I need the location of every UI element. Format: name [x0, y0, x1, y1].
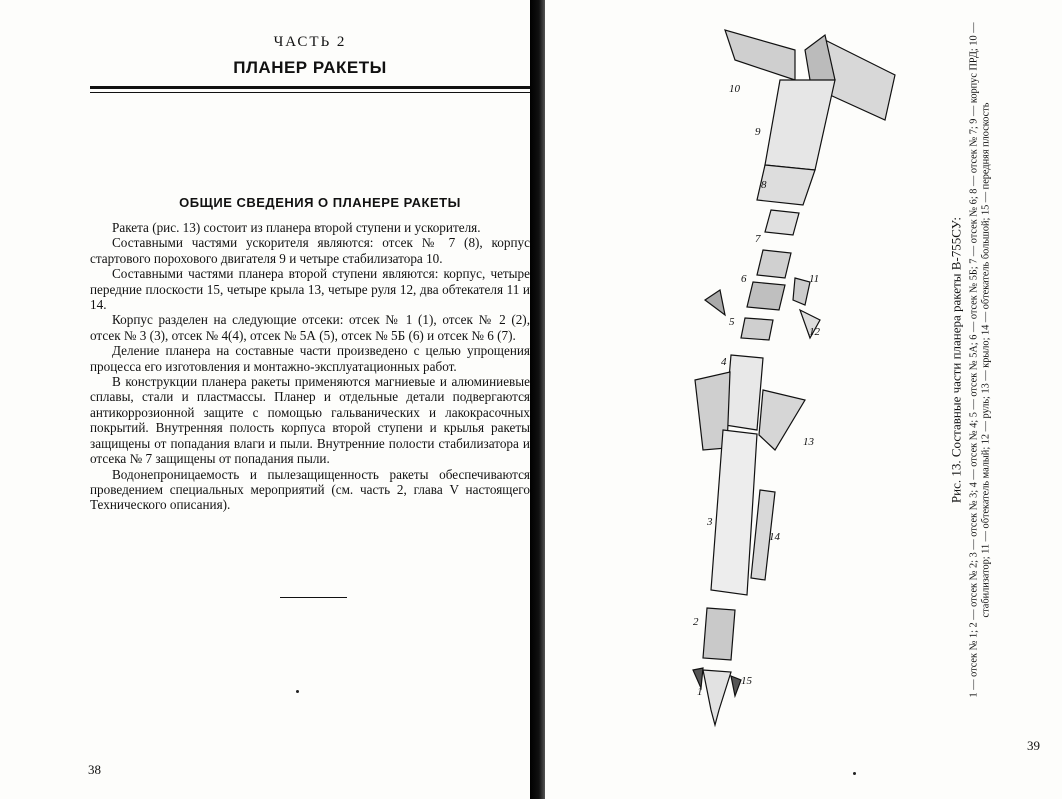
label-10: 10: [729, 83, 740, 95]
label-7: 7: [755, 233, 761, 245]
compartment-5: [741, 318, 773, 340]
front-plane-small: [693, 668, 703, 688]
right-page: [545, 0, 1062, 799]
label-2: 2: [693, 616, 699, 628]
compartment-1: [703, 670, 731, 725]
paragraph-7: Водонепроницаемость и пылезащищенность ракеты обеспечиваются проведением специальных мероприятий (см. часть 2, глава V настоящего Технического описания).: [90, 466, 530, 513]
compartment-4: [725, 355, 763, 430]
header-rule-thin: [90, 92, 530, 93]
caption-title: Рис. 13. Составные части планера ракеты В-755СУ:: [948, 216, 964, 504]
label-12: 12: [809, 326, 820, 338]
compartment-7: [757, 250, 791, 278]
compartment-2: [703, 608, 735, 660]
paragraph-2: Составными частями ускорителя являются: отсек № 7 (8), корпус стартового порохового двигателя 9 и четыре стабилизатора 10.: [90, 235, 530, 266]
body-text: [90, 220, 530, 513]
label-9: 9: [755, 126, 761, 138]
label-5: 5: [729, 316, 735, 328]
label-6: 6: [741, 273, 747, 285]
label-13: 13: [803, 436, 814, 448]
end-rule: [280, 597, 347, 598]
paragraph-1: Ракета (рис. 13) состоит из планера второй ступени и ускорителя.: [112, 220, 481, 235]
paragraph-5: Деление планера на составные части произведено с целью упрощения процесса его изготовления и монтажно-эксплуатационных работ.: [90, 343, 530, 374]
compartment-8: [765, 210, 799, 235]
speck: [853, 772, 856, 775]
compartment-6: [747, 282, 785, 310]
label-4: 4: [721, 356, 727, 368]
label-1: 1: [697, 686, 703, 698]
label-3: 3: [707, 516, 713, 528]
paragraph-3: Составными частями планера второй ступени являются: корпус, четыре передние плоскости 15, четыре крыла 13, четыре руля 12, два обтекателя 11 и 14.: [90, 266, 530, 313]
book-spine: [530, 0, 545, 799]
section-heading: ОБЩИЕ СВЕДЕНИЯ О ПЛАНЕРЕ РАКЕТЫ: [179, 195, 461, 210]
part-subtitle: ПЛАНЕР РАКЕТЫ: [233, 58, 387, 77]
left-page: [0, 0, 530, 799]
booster-body: [765, 80, 835, 170]
header-rule-thick: [90, 86, 530, 89]
fairing-small: [793, 278, 810, 305]
page-number-left: 38: [88, 762, 101, 777]
figure-caption-area: [885, 0, 1055, 720]
label-15: 15: [741, 675, 752, 687]
front-plane-piece: [705, 290, 725, 315]
label-14: 14: [769, 531, 780, 543]
front-plane-small-right: [731, 676, 741, 696]
label-8: 8: [761, 179, 767, 191]
speck: [296, 690, 299, 693]
part-title: ЧАСТЬ 2: [273, 34, 347, 50]
paragraph-4: Корпус разделен на следующие отсеки: отсек № 1 (1), отсек № 2 (2), отсек № 3 (3), отсек № 4(4), отсек № 5А (5), отсек № 5Б (6) и отсек № 6 (7).: [90, 312, 530, 343]
label-11: 11: [809, 273, 820, 285]
page-number-right: 39: [1027, 738, 1040, 753]
caption-legend: 1 — отсек № 1; 2 — отсек № 2; 3 — отсек № 3; 4 — отсек № 4; 5 — отсек № 5А; 6 — отсек № 5Б; 7 — отсек № 6; 8 — отсек № 7; 9 — корпус ПРД; 10 — стабилизатор; 11 — обтекатель малый; 12 — руль; 13 — крыло; 14 — обтекатель большой; 15 — передняя плоскость: [968, 22, 991, 698]
paragraph-6: В конструкции планера ракеты применяются магниевые и алюминиевые сплавы, стали и пластмассы. Планер и отдельные детали подвергаются антикоррозионной защите с помощью гальванических и лакокрасочных покрытий. Внутренняя полость корпуса второй ступени и крылья ракеты защищены от попадания влаги и пыли. Внутренние полости стабилизатора и отсека № 7 защищены от попадания пыли.: [90, 374, 530, 467]
figure-caption: [949, 10, 992, 710]
rocket-exploded-diagram: [685, 20, 915, 740]
wing-right: [759, 390, 805, 450]
stabilizer-fin-left: [725, 30, 795, 80]
compartment-3: [711, 430, 757, 595]
